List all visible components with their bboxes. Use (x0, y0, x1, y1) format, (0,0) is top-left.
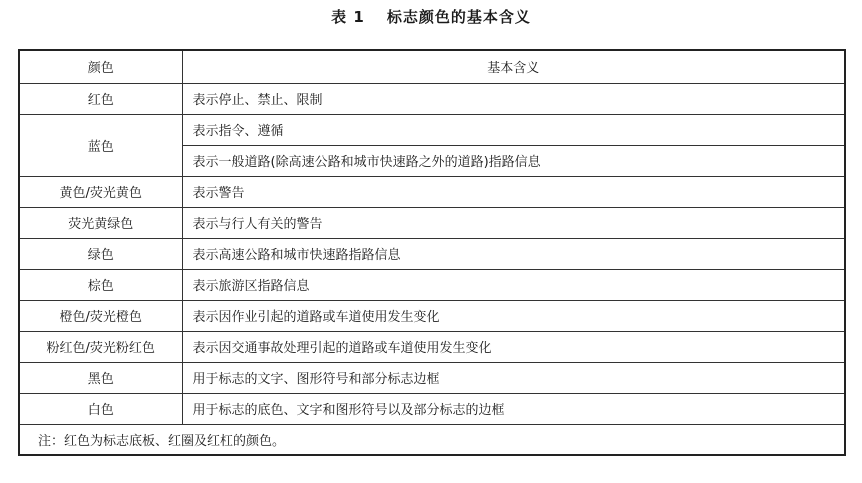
table-row (19, 393, 845, 424)
table-row (19, 176, 845, 207)
color-cell: 棕色 (19, 269, 182, 300)
table-row (19, 238, 845, 269)
meaning-cell: 表示旅游区指路信息 (182, 269, 845, 300)
color-cell: 橙色/荧光橙色 (19, 300, 182, 331)
color-cell: 白色 (19, 393, 182, 424)
header-meaning: 基本含义 (182, 50, 845, 83)
table-row (19, 269, 845, 300)
table-row (19, 362, 845, 393)
table-row (19, 114, 845, 145)
color-cell: 绿色 (19, 238, 182, 269)
meaning-cell: 表示高速公路和城市快速路指路信息 (182, 238, 845, 269)
meaning-cell: 表示一般道路(除高速公路和城市快速路之外的道路)指路信息 (182, 145, 845, 176)
meaning-cell: 表示因作业引起的道路或车道使用发生变化 (182, 300, 845, 331)
color-cell: 蓝色 (19, 114, 182, 176)
header-color: 颜色 (19, 50, 182, 83)
table-row (19, 207, 845, 238)
meaning-cell: 用于标志的底色、文字和图形符号以及部分标志的边框 (182, 393, 845, 424)
meaning-cell: 表示因交通事故处理引起的道路或车道使用发生变化 (182, 331, 845, 362)
header-row (19, 50, 845, 83)
table-caption (0, 6, 862, 27)
table-title: 标志颜色的基本含义 (386, 8, 531, 26)
table-row (19, 331, 845, 362)
color-cell: 红色 (19, 83, 182, 114)
table-row (19, 83, 845, 114)
color-cell: 粉红色/荧光粉红色 (19, 331, 182, 362)
color-cell: 黄色/荧光黄色 (19, 176, 182, 207)
meaning-cell: 表示警告 (182, 176, 845, 207)
table-note: 注：红色为标志底板、红圈及红杠的颜色。 (19, 424, 845, 455)
meaning-cell: 用于标志的文字、图形符号和部分标志边框 (182, 362, 845, 393)
table-number: 表 1 (331, 8, 365, 26)
meaning-cell: 表示与行人有关的警告 (182, 207, 845, 238)
color-meaning-table (18, 49, 846, 456)
table-row (19, 300, 845, 331)
note-row (19, 424, 845, 455)
color-cell: 荧光黄绿色 (19, 207, 182, 238)
meaning-cell: 表示停止、禁止、限制 (182, 83, 845, 114)
meaning-cell: 表示指令、遵循 (182, 114, 845, 145)
color-cell: 黑色 (19, 362, 182, 393)
